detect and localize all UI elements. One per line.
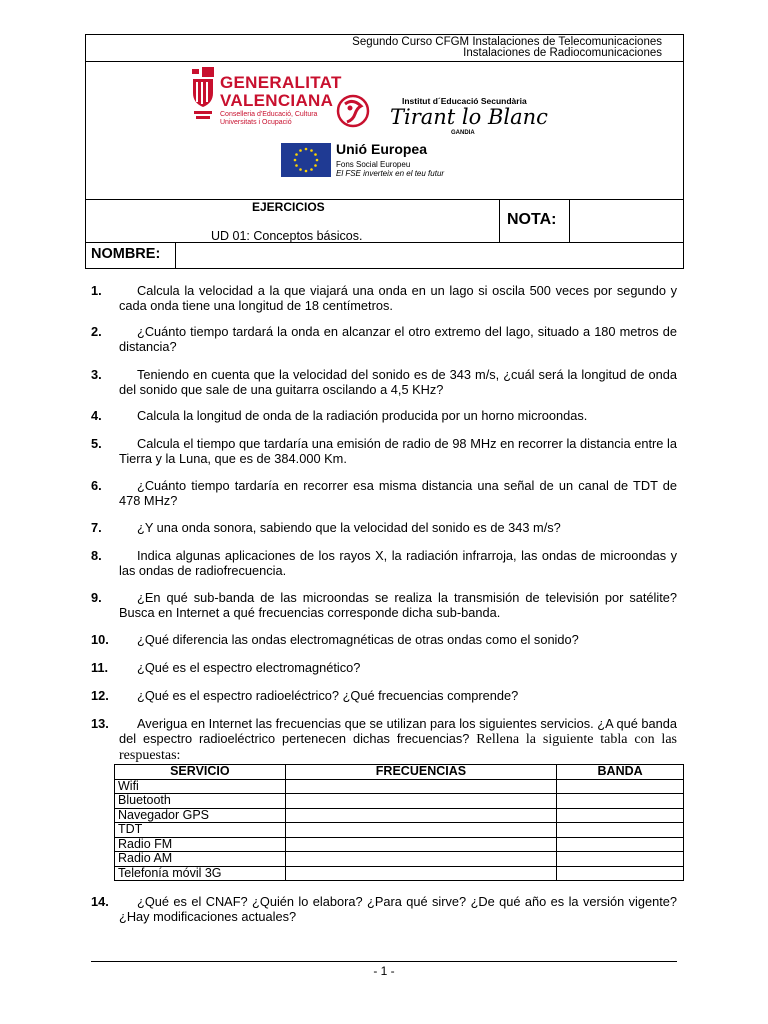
question-5 [91,436,677,466]
frequency-cell[interactable] [285,852,557,867]
question-12 [91,688,677,703]
service-cell: Telefonía móvil 3G [115,866,286,881]
school-institute-line: Institut d´Educació Secundària [402,96,527,106]
gva-name-2: VALENCIANA [220,91,334,110]
question-number: 1. [91,283,102,298]
frequency-cell[interactable] [285,779,557,794]
band-cell[interactable] [557,794,684,809]
band-cell[interactable] [557,852,684,867]
nota-divider-left [499,199,500,242]
school-name: Tirant lo Blanc [390,105,548,129]
eu-motto: El FSE inverteix en el teu futur [336,169,445,178]
footer-rule [91,961,677,962]
question-text: Calcula la longitud de onda de la radiación producida por un horno microondas. [137,408,588,423]
table-row [115,852,684,867]
school-logo [336,90,568,140]
nombre-label: NOMBRE: [91,246,161,262]
question-4 [91,408,677,423]
table-row [115,837,684,852]
question-number: 13. [91,716,109,731]
band-cell[interactable] [557,866,684,881]
frequency-cell[interactable] [285,823,557,838]
gva-emblem-icon [190,67,216,123]
gva-name-1: GENERALITAT [220,73,342,92]
question-number: 8. [91,548,102,563]
question-1 [91,283,677,313]
question-number: 2. [91,324,102,339]
gva-sub-2: Universitats i Ocupació [220,119,292,126]
question-6 [91,478,677,508]
service-cell: Radio AM [115,852,286,867]
question-7 [91,520,677,535]
question-text: Indica algunas aplicaciones de los rayos X, la radiación infrarroja, las ondas de microondas y las ondas de radiofrecuencia. [119,548,677,578]
table-header-row [115,765,684,780]
table-row [115,779,684,794]
question-8 [91,548,677,578]
eu-flag-icon [281,143,331,177]
service-cell: TDT [115,823,286,838]
page-number: - 1 - [373,964,395,978]
nombre-field[interactable] [176,243,683,268]
question-text: ¿Y una onda sonora, sabiendo que la velocidad del sonido es de 343 m/s? [137,520,561,535]
question-number: 6. [91,478,102,493]
question-3 [91,367,677,397]
question-text [119,716,677,763]
question-text: ¿Qué es el espectro electromagnético? [137,660,361,675]
gva-logo [190,67,340,127]
table-row [115,823,684,838]
question-number: 7. [91,520,102,535]
question-13 [91,716,677,763]
band-cell[interactable] [557,837,684,852]
question-14 [91,894,677,924]
service-cell: Navegador GPS [115,808,286,823]
service-cell: Wifi [115,779,286,794]
question-number: 5. [91,436,102,451]
services-table [114,764,684,881]
frequency-cell[interactable] [285,837,557,852]
question-text-main: Averigua en Internet las frecuencias que se utilizan para los siguientes servicios. ¿A qué banda del espectro radioeléctrico pertenecen dichas frecuencias? [119,716,677,746]
eu-logo [281,141,481,181]
question-text-serif: Rellena la siguiente tabla con las respuestas: [119,732,677,763]
frequency-cell[interactable] [285,794,557,809]
question-text: Teniendo en cuenta que la velocidad del sonido es de 343 m/s, ¿cuál será la longitud de onda del sonido que sale de una guitarra oscilando a 4,5 KHz? [119,367,677,397]
question-text: ¿Cuánto tiempo tardaría en recorrer esa misma distancia una señal de un canal de TDT de 478 MHz? [119,478,677,508]
table-row [115,866,684,881]
question-number: 9. [91,590,102,605]
band-cell[interactable] [557,823,684,838]
question-number: 3. [91,367,102,382]
unit-title: UD 01: Conceptos básicos. [211,229,363,243]
nota-field[interactable] [570,200,683,242]
question-number: 4. [91,408,102,423]
table-row [115,794,684,809]
exercise-title: EJERCICIOS [252,200,325,214]
gva-sub-1: Conselleria d'Educació, Cultura [220,111,318,118]
col-header-frecuencias: FRECUENCIAS [285,765,557,780]
band-cell[interactable] [557,808,684,823]
course-title: Segundo Curso CFGM Instalaciones de Telecomunicaciones [352,36,662,48]
question-number: 12. [91,688,109,703]
question-text: ¿Qué diferencia las ondas electromagnéticas de otras ondas como el sonido? [137,632,579,647]
question-text: Calcula el tiempo que tardaría una emisión de radio de 98 MHz en recorrer la distancia entre la Tierra y la Luna, que es de 384.000 Km. [119,436,677,466]
question-text: Calcula la velocidad a la que viajará una onda en un lago si oscila 500 veces por segundo y cada onda tiene una longitud de 18 centímetros. [119,283,677,313]
question-text: ¿En qué sub-banda de las microondas se realiza la transmisión de televisión por satélite? Busca en Internet a qué frecuencias corresponde dicha sub-banda. [119,590,677,620]
question-number: 10. [91,632,109,647]
school-emblem-icon [336,92,370,130]
col-header-servicio: SERVICIO [115,765,286,780]
service-cell: Bluetooth [115,794,286,809]
question-2 [91,324,677,354]
eu-fund: Fons Social Europeu [336,160,411,169]
band-cell[interactable] [557,779,684,794]
nota-label: NOTA: [507,211,557,228]
question-number: 11. [91,660,109,675]
question-10 [91,632,677,647]
school-city: GANDIA [451,130,475,136]
table-row [115,808,684,823]
subject-title: Instalaciones de Radiocomunicaciones [463,47,662,59]
question-9 [91,590,677,620]
question-text: ¿Qué es el CNAF? ¿Quién lo elabora? ¿Para qué sirve? ¿De qué año es la versión vigente? ¿Hay modificaciones actuales? [119,894,677,924]
col-header-banda: BANDA [557,765,684,780]
question-11 [91,660,677,675]
frequency-cell[interactable] [285,808,557,823]
header-divider-1 [85,61,684,62]
question-text: ¿Cuánto tiempo tardará la onda en alcanzar el otro extremo del lago, situado a 180 metros de distancia? [119,324,677,354]
eu-name: Unió Europea [336,141,428,157]
question-text: ¿Qué es el espectro radioeléctrico? ¿Qué frecuencias comprende? [137,688,519,703]
frequency-cell[interactable] [285,866,557,881]
question-number: 14. [91,894,109,909]
service-cell: Radio FM [115,837,286,852]
